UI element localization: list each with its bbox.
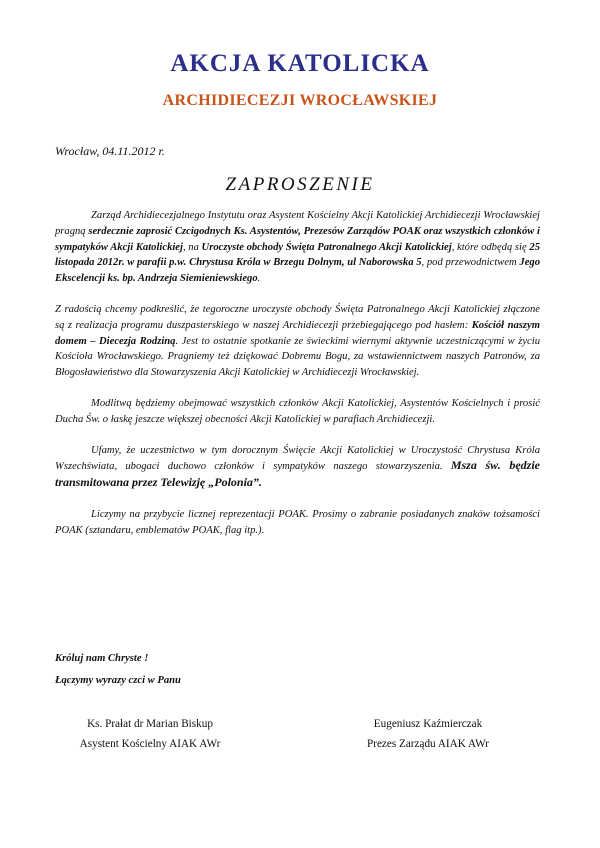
organization-title: AKCJA KATOLICKA — [170, 50, 430, 77]
signatory-role: Prezes Zarządu AIAK AWr — [367, 738, 489, 750]
event-name: Uroczyste obchody Święta Patronalnego Akcji Katolickiej — [201, 241, 452, 253]
event-date-place: 25 listopada 2012r. w parafii p.w. Chrystusa Króla w Brzegu Dolnym, ul Naborowska 5 — [55, 241, 540, 269]
closing-line-2: Łączymy wyrazy czci w Panu — [55, 675, 181, 686]
invitation-heading: ZAPROSZENIE — [225, 174, 375, 195]
letter-date: Wrocław, 04.11.2012 r. — [55, 144, 165, 158]
closing-line-1: Króluj nam Chryste ! — [55, 653, 149, 664]
program-motto: Kościół naszym domem – Diecezja Rodziną — [55, 319, 540, 347]
signatory-name: Ks. Prałat dr Marian Biskup — [87, 718, 213, 730]
signature-left — [50, 714, 250, 754]
letter-body — [55, 208, 540, 554]
paragraph-program: Z radością chcemy podkreślić, że tegoroczne uroczyste obchody Święta Patronalnego Akcji Katolickiej złączone są z realizacja programu duszpasterskiego w naszej Archidiecezji przebiegającego pod hasłem: Kościół naszym domem – Diecezja Rodziną. Jest to ostatnie spotkanie ze świeckimi wiernymi aktywnie uczestniczącymi w życiu Kościoła Wrocławskiego. Pragniemy też dziękować Dobremu Bogu, za wstawiennictwem naszych Patronów, za Błogosławieństwo dla Stowarzyszenia Akcji Katolickiej w Archidiecezji Wrocławskiej. — [55, 303, 540, 379]
paragraph-prayer: Modlitwą będziemy obejmować wszystkich członków Akcji Katolickiej, Asystentów Kościelnych i prosić Ducha Św. o łaskę jeszcze większej obecności Akcji Katolickiej w parafiach Archidiecezji. — [55, 397, 540, 425]
signatory-role: Asystent Kościelny AIAK AWr — [79, 738, 221, 750]
invited-guests: serdecznie zaprosić Czcigodnych Ks. Asystentów, Prezesów Zarządów POAK oraz wszystkich członków i sympatyków Akcji Katolickiej — [55, 225, 540, 253]
paragraph-trust: Ufamy, że uczestnictwo w tym dorocznym Święcie Akcji Katolickiej w Uroczystość Chrystusa Króla Wszechświata, ubogaci duchowo członków i sympatyków naszego stowarzyszenia. Msza św. będzie transmitowana przez Telewizję „Polonia”. — [55, 444, 540, 490]
closing-lines — [55, 648, 181, 692]
paragraph-request: Liczymy na przybycie licznej reprezentacji POAK. Prosimy o zabranie posiadanych znaków tożsamości POAK (sztandaru, emblematów POAK, flag itp.). — [55, 508, 540, 536]
broadcast-note: Msza św. będzie transmitowana przez Telewizję „Polonia”. — [55, 458, 540, 490]
paragraph-invitation: Zarząd Archidiecezjalnego Instytutu oraz Asystent Kościelny Akcji Katolickiej Archidiecezji Wrocławskiej pragną serdecznie zaprosić Czcigodnych Ks. Asystentów, Prezesów Zarządów POAK oraz wszystkich członków i sympatyków Akcji Katolickiej, na Uroczyste obchody Święta Patronalnego Akcji Katolickiej, które odbędą się 25 listopada 2012r. w parafii p.w. Chrystusa Króla w Brzegu Dolnym, ul Naborowska 5, pod przewodnictwem Jego Ekscelencji ks. bp. Andrzeja Siemieniewskiego. — [55, 210, 540, 285]
signature-right — [328, 714, 528, 754]
organization-subtitle: ARCHIDIECEZJI WROCŁAWSKIEJ — [162, 92, 438, 109]
presiding-bishop: Jego Ekscelencji ks. bp. Andrzeja Siemieniewskiego — [55, 257, 540, 285]
signatory-name: Eugeniusz Kaźmierczak — [373, 718, 483, 730]
